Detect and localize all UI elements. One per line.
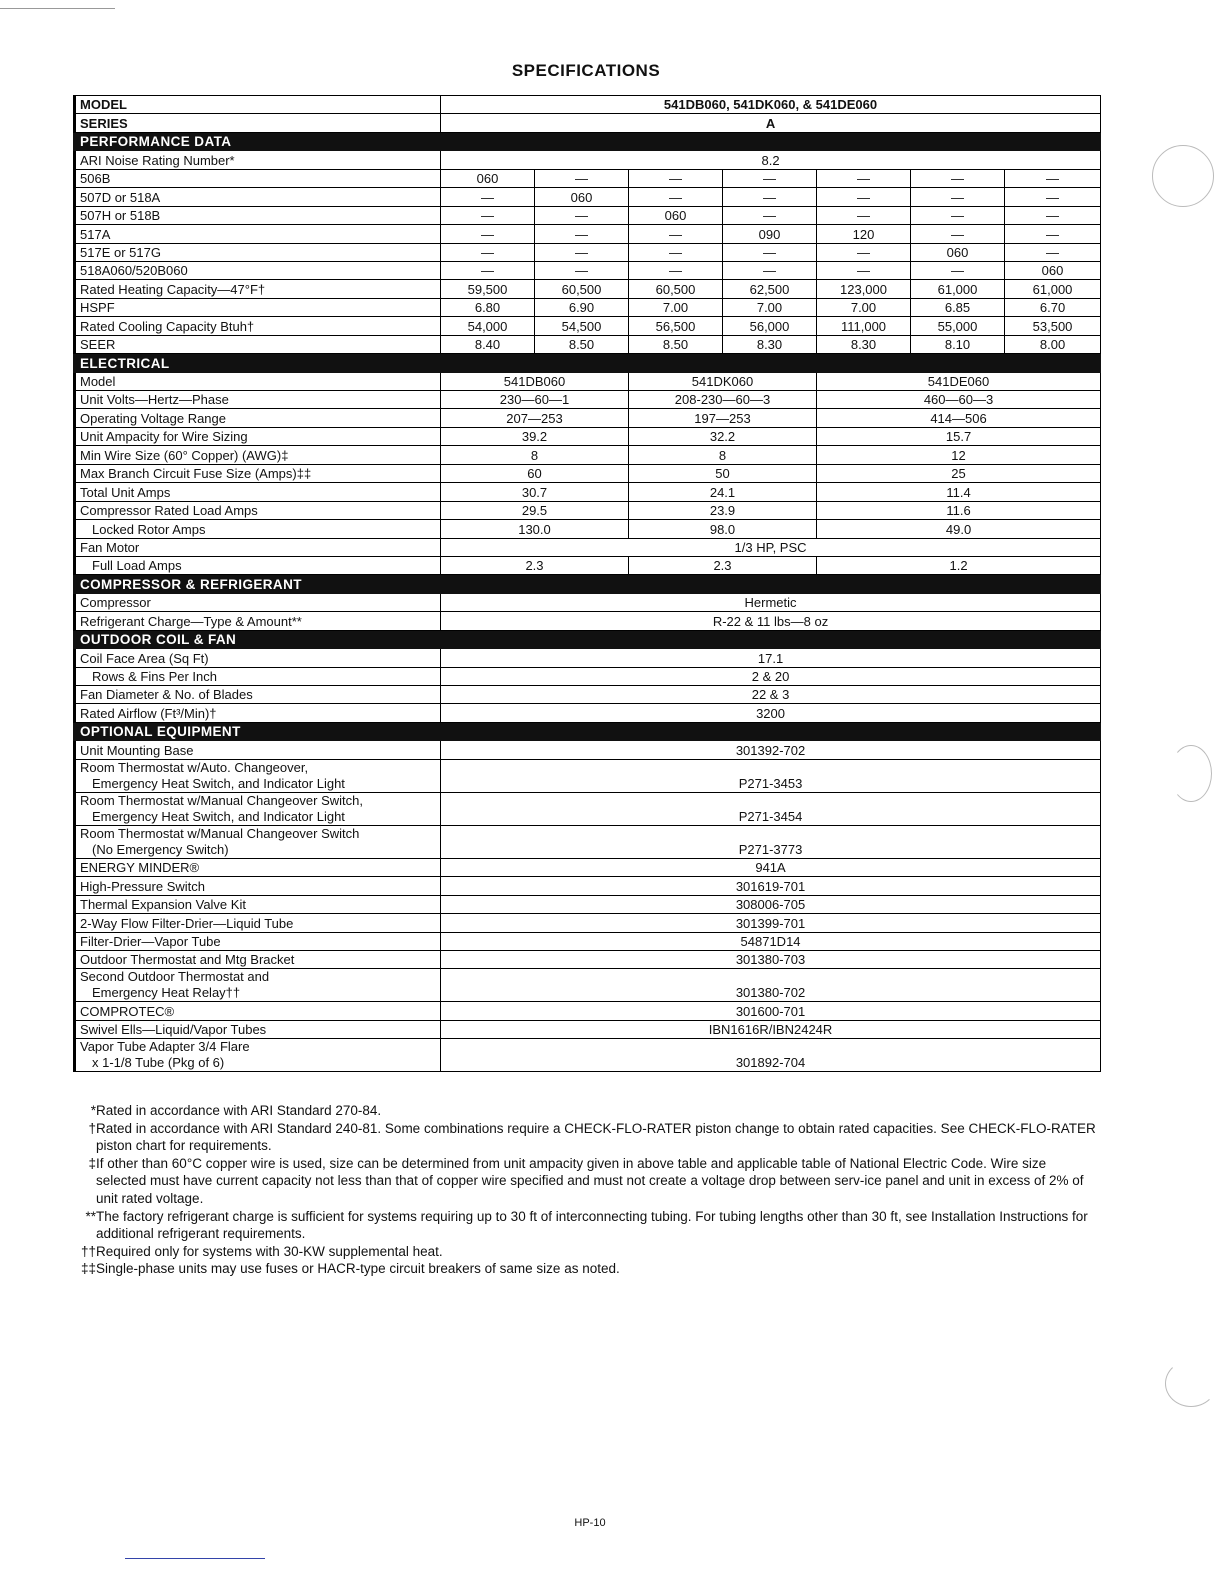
row-label: [75, 914, 441, 932]
footnote: [78, 1102, 1098, 1120]
value-cell: —: [441, 243, 535, 261]
section-header-label: ELECTRICAL: [75, 354, 1101, 372]
optional-equipment-row: [75, 895, 1101, 913]
value-cell: 8: [629, 446, 817, 464]
row-label: HSPF: [75, 298, 441, 316]
value-cell: —: [1005, 206, 1101, 224]
value-cell: 207—253: [441, 409, 629, 427]
part-number-cell: P271-3453: [441, 759, 1101, 792]
part-number-cell: 301892-704: [441, 1039, 1101, 1072]
performance-data-header: [75, 132, 1101, 150]
row-label: [75, 464, 441, 482]
section-header-label: OPTIONAL EQUIPMENT: [75, 722, 1101, 740]
value-cell: 541DK060: [629, 372, 817, 390]
value-cell: 8: [441, 446, 629, 464]
ari-noise-row: [75, 151, 1101, 169]
value-cell: —: [535, 206, 629, 224]
value-cell: 30.7: [441, 483, 629, 501]
value-cell: —: [723, 261, 817, 279]
value-cell: 56,000: [723, 317, 817, 335]
row-label-text: Swivel Ells—Liquid/Vapor Tubes: [80, 1022, 267, 1038]
optional-equipment-row: [75, 950, 1101, 968]
value-cell: 61,000: [1005, 280, 1101, 298]
electrical-row: [75, 446, 1101, 464]
part-number-cell: 301380-702: [441, 969, 1101, 1002]
row-label: [75, 391, 441, 409]
scan-edge-line: [125, 1558, 265, 1559]
value-cell: —: [629, 188, 723, 206]
value-cell: —: [441, 188, 535, 206]
row-label-text: Unit Volts—Hertz—Phase: [80, 392, 229, 408]
value-cell: 460—60—3: [817, 391, 1101, 409]
row-label: Refrigerant Charge—Type & Amount**: [75, 612, 441, 630]
value-cell: 7.00: [723, 298, 817, 316]
value-cell: 7.00: [629, 298, 723, 316]
footnote-text: Required only for systems with 30-KW supplemental heat.: [96, 1243, 443, 1259]
electrical-row: [75, 427, 1101, 445]
row-label-text: COMPROTEC®: [80, 1003, 175, 1019]
value-cell: 39.2: [441, 427, 629, 445]
optional-equipment-header: [75, 722, 1101, 740]
performance-row: [75, 261, 1101, 279]
electrical-row: [75, 520, 1101, 538]
value-cell: 8.40: [441, 335, 535, 353]
value-cell: 11.6: [817, 501, 1101, 519]
value-cell: 197—253: [629, 409, 817, 427]
value-cell: 8.30: [817, 335, 911, 353]
section-header-label: PERFORMANCE DATA: [75, 132, 1101, 150]
row-label-line: Room Thermostat w/Auto. Changeover,: [80, 759, 309, 775]
ari-noise-value: 8.2: [441, 151, 1101, 169]
footnote: [78, 1208, 1098, 1243]
row-label: [75, 792, 441, 825]
row-label: [75, 1002, 441, 1020]
row-label: 517E or 517G: [75, 243, 441, 261]
value-cell: 060: [629, 206, 723, 224]
row-label-text: Max Branch Circuit Fuse Size (Amps)‡‡: [80, 466, 312, 482]
row-label: 507H or 518B: [75, 206, 441, 224]
row-label-text: Thermal Expansion Valve Kit: [80, 897, 246, 913]
value-cell: —: [441, 261, 535, 279]
value-cell: —: [1005, 225, 1101, 243]
model-label: MODEL: [75, 96, 441, 114]
compressor-row: [75, 612, 1101, 630]
value-cell: 60,500: [629, 280, 723, 298]
value-cell: 1.2: [817, 556, 1101, 574]
value-cell: 23.9: [629, 501, 817, 519]
performance-row: [75, 243, 1101, 261]
footnote: [78, 1243, 1098, 1261]
value-cell: —: [817, 261, 911, 279]
value-cell: —: [535, 261, 629, 279]
value-cell: 49.0: [817, 520, 1101, 538]
coil-row: [75, 704, 1101, 722]
optional-equipment-row: [75, 741, 1101, 759]
value-cell: 060: [535, 188, 629, 206]
row-label: [75, 372, 441, 390]
value-cell: —: [1005, 243, 1101, 261]
footnote-mark: ‡: [88, 1155, 96, 1171]
row-label-line: Emergency Heat Switch, and Indicator Light: [92, 808, 345, 824]
value-cell: 2.3: [629, 556, 817, 574]
performance-row: [75, 225, 1101, 243]
row-label: [75, 501, 441, 519]
footnote-text: If other than 60°C copper wire is used, size can be determined from unit ampacity given in above table and applicable table of National Electric Code. Wire size selected must have current capacity not less than that of copper wire specified and must not create a voltage drop between serv-ice panel and unit in excess of 2% of unit rated voltage.: [96, 1155, 1084, 1206]
value-cell: —: [911, 261, 1005, 279]
series-row: [75, 114, 1101, 132]
value-cell: 50: [629, 464, 817, 482]
row-label: 518A060/520B060: [75, 261, 441, 279]
value-cell: 56,500: [629, 317, 723, 335]
value-cell: 6.70: [1005, 298, 1101, 316]
row-label-text: Unit Mounting Base: [80, 742, 194, 758]
value-cell: —: [911, 225, 1005, 243]
row-label: [75, 704, 441, 722]
footnotes: [78, 1102, 1098, 1278]
full-load-row: [75, 556, 1101, 574]
value-cell: 060: [1005, 261, 1101, 279]
value-cell: —: [723, 243, 817, 261]
compressor-refrigerant-header: [75, 575, 1101, 593]
row-label-line: Emergency Heat Relay††: [92, 985, 241, 1001]
value-cell: —: [911, 169, 1005, 187]
value-cell: 54,000: [441, 317, 535, 335]
value-cell: 6.85: [911, 298, 1005, 316]
value-cell: —: [441, 225, 535, 243]
row-label: Rated Cooling Capacity Btuh†: [75, 317, 441, 335]
model-row: [75, 96, 1101, 114]
value-cell: —: [1005, 188, 1101, 206]
value-cell: 208-230—60—3: [629, 391, 817, 409]
value-cell: 123,000: [817, 280, 911, 298]
value-cell: 120: [817, 225, 911, 243]
row-label: Compressor: [75, 593, 441, 611]
footnote: [78, 1120, 1098, 1155]
value-cell: —: [723, 188, 817, 206]
row-label: [75, 932, 441, 950]
footnote-mark: †: [88, 1120, 96, 1136]
binder-hole-mark: [1170, 745, 1212, 802]
row-label: [75, 427, 441, 445]
value-cell: 2 & 20: [441, 667, 1101, 685]
optional-equipment-row: [75, 1039, 1101, 1072]
value-cell: 8.00: [1005, 335, 1101, 353]
value-cell: 60: [441, 464, 629, 482]
part-number-cell: 941A: [441, 858, 1101, 876]
scan-edge-line: [0, 8, 115, 9]
row-label: [75, 895, 441, 913]
part-number-cell: 301619-701: [441, 877, 1101, 895]
series-value: A: [441, 114, 1101, 132]
row-label: Rated Heating Capacity—47°F†: [75, 280, 441, 298]
binder-hole-mark: [1152, 145, 1214, 207]
optional-equipment-row: [75, 759, 1101, 792]
electrical-header: [75, 354, 1101, 372]
footnote-mark: **: [85, 1208, 96, 1224]
value-cell: —: [535, 225, 629, 243]
value-cell: —: [629, 243, 723, 261]
section-header-label: OUTDOOR COIL & FAN: [75, 630, 1101, 648]
value-cell: —: [535, 243, 629, 261]
row-label-text: Filter-Drier—Vapor Tube: [80, 933, 221, 949]
value-cell: Hermetic: [441, 593, 1101, 611]
value-cell: —: [723, 169, 817, 187]
row-label-text: Outdoor Thermostat and Mtg Bracket: [80, 952, 295, 968]
row-label-text: Min Wire Size (60° Copper) (AWG)‡: [80, 447, 289, 463]
value-cell: 55,000: [911, 317, 1005, 335]
performance-row: [75, 335, 1101, 353]
part-number-cell: 301600-701: [441, 1002, 1101, 1020]
footnote-mark: *: [90, 1103, 96, 1118]
series-label: SERIES: [75, 114, 441, 132]
row-label: [75, 1020, 441, 1038]
part-number-cell: 54871D14: [441, 932, 1101, 950]
value-cell: —: [1005, 169, 1101, 187]
row-label-text: 2-Way Flow Filter-Drier—Liquid Tube: [80, 915, 294, 931]
value-cell: —: [817, 188, 911, 206]
coil-row: [75, 686, 1101, 704]
electrical-row: [75, 391, 1101, 409]
page-title: SPECIFICATIONS: [511, 61, 661, 80]
row-label-text: Compressor Rated Load Amps: [80, 503, 258, 519]
performance-row: [75, 298, 1101, 316]
coil-row: [75, 667, 1101, 685]
electrical-row: [75, 501, 1101, 519]
row-label: [75, 483, 441, 501]
footnote-mark: ††: [80, 1243, 96, 1259]
value-cell: 22 & 3: [441, 686, 1101, 704]
performance-row: [75, 169, 1101, 187]
row-label-text: ENERGY MINDER®: [80, 860, 200, 876]
row-label: 507D or 518A: [75, 188, 441, 206]
value-cell: —: [629, 261, 723, 279]
part-number-cell: 301380-703: [441, 950, 1101, 968]
value-cell: 8.50: [535, 335, 629, 353]
row-label-line: Vapor Tube Adapter 3/4 Flare: [80, 1039, 250, 1055]
row-label: [75, 858, 441, 876]
row-label: [75, 950, 441, 968]
row-label-line: Emergency Heat Switch, and Indicator Light: [92, 775, 345, 791]
value-cell: 230—60—1: [441, 391, 629, 409]
value-cell: 8.30: [723, 335, 817, 353]
part-number-cell: P271-3773: [441, 825, 1101, 858]
row-label: [75, 446, 441, 464]
performance-row: [75, 206, 1101, 224]
row-label-text: High-Pressure Switch: [80, 878, 205, 894]
value-cell: 54,500: [535, 317, 629, 335]
footnote-text: Single-phase units may use fuses or HACR-type circuit breakers of same size as noted.: [96, 1261, 620, 1277]
value-cell: 1/3 HP, PSC: [441, 538, 1101, 556]
row-label: ARI Noise Rating Number*: [75, 151, 441, 169]
footnote-text: Rated in accordance with ARI Standard 240-81. Some combinations require a CHECK-FLO-RATER piston change to obtain rated capacities. See CHECK-FLO-RATER piston chart for requirements.: [96, 1120, 1096, 1154]
row-label: [75, 556, 441, 574]
value-cell: 32.2: [629, 427, 817, 445]
value-cell: 8.50: [629, 335, 723, 353]
value-cell: 6.90: [535, 298, 629, 316]
row-label-line: Room Thermostat w/Manual Changeover Switch: [80, 825, 360, 841]
value-cell: —: [817, 169, 911, 187]
value-cell: 541DB060: [441, 372, 629, 390]
value-cell: 060: [911, 243, 1005, 261]
optional-equipment-row: [75, 969, 1101, 1002]
row-label: [75, 741, 441, 759]
part-number-cell: 301392-702: [441, 741, 1101, 759]
part-number-cell: 301399-701: [441, 914, 1101, 932]
value-cell: R-22 & 11 lbs—8 oz: [441, 612, 1101, 630]
value-cell: 6.80: [441, 298, 535, 316]
value-cell: 414—506: [817, 409, 1101, 427]
value-cell: 060: [441, 169, 535, 187]
part-number-cell: 308006-705: [441, 895, 1101, 913]
part-number-cell: IBN1616R/IBN2424R: [441, 1020, 1101, 1038]
electrical-row: [75, 483, 1101, 501]
electrical-row: [75, 464, 1101, 482]
performance-row: [75, 317, 1101, 335]
row-label-text: Rows & Fins Per Inch: [92, 669, 217, 684]
row-label: 506B: [75, 169, 441, 187]
row-label-line: x 1-1/8 Tube (Pkg of 6): [92, 1055, 225, 1071]
value-cell: —: [911, 188, 1005, 206]
model-value: 541DB060, 541DK060, & 541DE060: [441, 96, 1101, 114]
row-label: [75, 686, 441, 704]
performance-row: [75, 188, 1101, 206]
optional-equipment-row: [75, 932, 1101, 950]
electrical-row: [75, 372, 1101, 390]
row-label: [75, 409, 441, 427]
value-cell: 29.5: [441, 501, 629, 519]
value-cell: 61,000: [911, 280, 1005, 298]
row-label-text: Coil Face Area (Sq Ft): [80, 650, 209, 666]
row-label-text: Operating Voltage Range: [80, 410, 226, 426]
fan-motor-row: [75, 538, 1101, 556]
row-label: [75, 759, 441, 792]
footnote: [78, 1260, 1098, 1278]
footnote-text: Rated in accordance with ARI Standard 270-84.: [96, 1103, 382, 1118]
value-cell: —: [629, 169, 723, 187]
value-cell: 15.7: [817, 427, 1101, 445]
row-label-line: (No Emergency Switch): [92, 841, 229, 857]
value-cell: 541DE060: [817, 372, 1101, 390]
value-cell: 130.0: [441, 520, 629, 538]
value-cell: 7.00: [817, 298, 911, 316]
optional-equipment-row: [75, 1002, 1101, 1020]
value-cell: 3200: [441, 704, 1101, 722]
electrical-row: [75, 409, 1101, 427]
value-cell: 53,500: [1005, 317, 1101, 335]
value-cell: —: [723, 206, 817, 224]
value-cell: 111,000: [817, 317, 911, 335]
value-cell: 090: [723, 225, 817, 243]
outdoor-coil-fan-header: [75, 630, 1101, 648]
row-label-text: Full Load Amps: [92, 558, 182, 574]
value-cell: 25: [817, 464, 1101, 482]
coil-row: [75, 649, 1101, 667]
row-label-text: Unit Ampacity for Wire Sizing: [80, 429, 248, 445]
optional-equipment-row: [75, 1020, 1101, 1038]
value-cell: 60,500: [535, 280, 629, 298]
value-cell: —: [441, 206, 535, 224]
row-label-text: Total Unit Amps: [80, 484, 171, 500]
value-cell: 24.1: [629, 483, 817, 501]
value-cell: —: [911, 206, 1005, 224]
value-cell: 11.4: [817, 483, 1101, 501]
footnote: [78, 1155, 1098, 1208]
section-header-label: COMPRESSOR & REFRIGERANT: [75, 575, 1101, 593]
performance-row: [75, 280, 1101, 298]
row-label-text: Rated Airflow (Ft³/Min)†: [80, 705, 217, 721]
row-label: [75, 877, 441, 895]
value-cell: 59,500: [441, 280, 535, 298]
part-number-cell: P271-3454: [441, 792, 1101, 825]
specifications-table: [73, 95, 1101, 1072]
row-label: SEER: [75, 335, 441, 353]
value-cell: 98.0: [629, 520, 817, 538]
optional-equipment-row: [75, 914, 1101, 932]
footnote-text: The factory refrigerant charge is sufficient for systems requiring up to 30 ft of interconnecting tubing. For tubing lengths other than 30 ft, see Installation Instructions for additional refrigerant requirements.: [96, 1208, 1088, 1242]
compressor-row: [75, 593, 1101, 611]
row-label: [75, 667, 441, 685]
optional-equipment-row: [75, 825, 1101, 858]
value-cell: —: [817, 243, 911, 261]
footnote-mark: ‡‡: [80, 1261, 96, 1277]
optional-equipment-row: [75, 877, 1101, 895]
row-label: 517A: [75, 225, 441, 243]
optional-equipment-row: [75, 858, 1101, 876]
value-cell: 17.1: [441, 649, 1101, 667]
value-cell: 2.3: [441, 556, 629, 574]
value-cell: 8.10: [911, 335, 1005, 353]
value-cell: 62,500: [723, 280, 817, 298]
row-label: Fan Motor: [75, 538, 441, 556]
row-label-text: Locked Rotor Amps: [92, 521, 206, 537]
row-label-text: Model: [80, 374, 116, 389]
value-cell: —: [817, 206, 911, 224]
value-cell: 12: [817, 446, 1101, 464]
value-cell: —: [535, 169, 629, 187]
row-label: [75, 1039, 441, 1072]
row-label: [75, 520, 441, 538]
row-label-line: Room Thermostat w/Manual Changeover Switch,: [80, 792, 363, 808]
row-label-text: Fan Diameter & No. of Blades: [80, 687, 253, 703]
optional-equipment-row: [75, 792, 1101, 825]
binder-hole-mark: [1165, 1360, 1217, 1407]
row-label: [75, 969, 441, 1002]
row-label-line: Second Outdoor Thermostat and: [80, 969, 270, 985]
value-cell: —: [629, 225, 723, 243]
row-label: [75, 825, 441, 858]
row-label: [75, 649, 441, 667]
page-number: HP-10: [574, 1517, 606, 1529]
